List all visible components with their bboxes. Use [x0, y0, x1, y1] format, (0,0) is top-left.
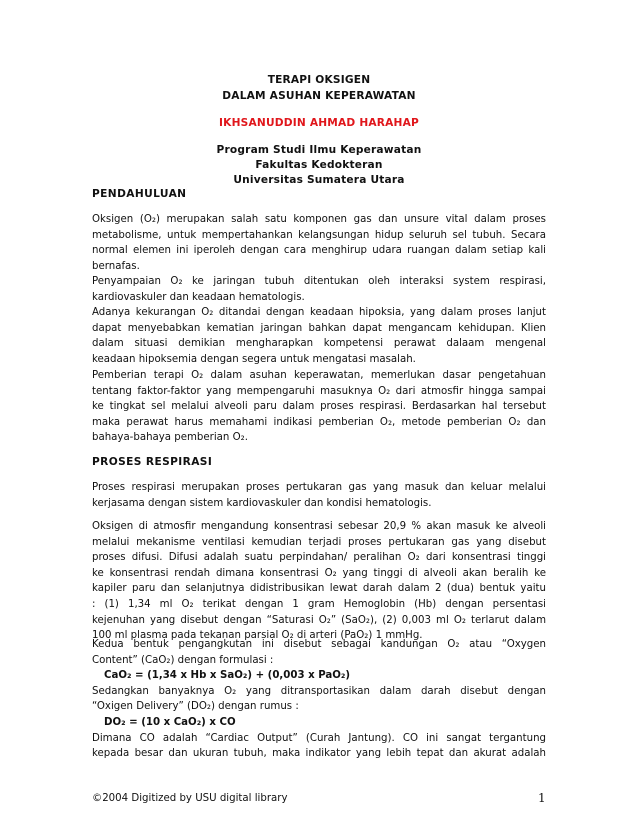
text-line: : (1) 1,34 ml O₂ terikat dengan 1 gram Hemoglobin (Hb) dengan persentasi	[92, 598, 546, 610]
text-line: ke konsentrasi rendah dimana konsentrasi O₂ yang tinggi di alveoli akan beralih ke	[92, 567, 546, 579]
text-line: kardiovaskuler dan keadaan hematologis.	[92, 291, 305, 303]
text-line: Kedua bentuk pengangkutan ini disebut sebagai kandungan O₂ atau “Oxygen	[92, 639, 546, 650]
text-line: maka perawat harus memahami indikasi pemberian O₂, metode pemberian O₂ dan	[92, 416, 546, 428]
section-heading-proses-respirasi: PROSES RESPIRASI	[92, 456, 213, 468]
text-line: kapiler paru dan selanjutnya didistribusikan lewat darah dalam 2 (dua) bentuk yaitu	[92, 583, 546, 595]
text-line: metabolisme, untuk mempertahankan kelangsungan hidup seluruh sel tubuh. Secara	[92, 229, 546, 241]
paragraph-hipoksia	[92, 305, 546, 367]
formula-do2: DO₂ = (10 x CaO₂) x CO	[104, 716, 236, 728]
title-line-1: TERAPI OKSIGEN	[267, 74, 371, 86]
text-line: Pemberian terapi O₂ dalam asuhan keperawatan, memerlukan dasar pengetahuan	[92, 370, 546, 381]
text-line: tentang faktor-faktor yang mempengaruhi masuknya O₂ dari atmosfir hingga sampai	[92, 385, 546, 397]
text-line: Proses respirasi merupakan proses pertukaran gas yang masuk dan keluar melalui	[92, 482, 546, 493]
text-line: Content” (CaO₂) dengan formulasi :	[92, 654, 274, 666]
text-line: 100 ml plasma pada tekanan parsial O₂ di arteri (PaO₂) 1 mmHg.	[92, 630, 423, 642]
text-line: Dimana CO adalah “Cardiac Output” (Curah Jantung). CO ini sangat tergantung	[92, 732, 546, 744]
text-line: kejenuhan yang disebut dengan “Saturasi O₂” (SaO₂), (2) 0,003 ml O₂ terlarut dalam	[92, 614, 546, 626]
paragraph-oxygen-content	[92, 637, 546, 762]
text-line: bernafas.	[92, 260, 140, 272]
text-line: proses difusi. Difusi adalah suatu perpindahan/ peralihan O₂ dari konsentrasi tinggi	[92, 552, 546, 564]
text-line: bahaya-bahaya pemberian O₂.	[92, 432, 248, 444]
text-line: dapat menyebabkan kematian jaringan bahkan dapat mengancam kehidupan. Klien	[92, 322, 546, 334]
text-line: Oksigen di atmosfir mengandung konsentrasi sebesar 20,9 % akan masuk ke alveoli	[92, 521, 546, 532]
text-line: normal elemen ini iperoleh dengan cara menghirup udara ruangan dalam setiap kali	[92, 245, 546, 257]
page-number: 1	[538, 791, 546, 805]
text-line: Sedangkan banyaknya O₂ yang ditransportasikan dalam darah disebut dengan	[92, 685, 546, 697]
affiliation-university: Universitas Sumatera Utara	[233, 174, 405, 186]
author-name: IKHSANUDDIN AHMAD HARAHAP	[219, 117, 419, 129]
text-line: kerjasama dengan sistem kardiovaskuler dan kondisi hematologis.	[92, 497, 432, 509]
text-line: keadaan hipoksemia dengan segera untuk mengatasi masalah.	[92, 353, 416, 365]
formula-cao2: CaO₂ = (1,34 x Hb x SaO₂) + (0,003 x PaO₂)	[104, 670, 351, 682]
paragraph-difusi	[92, 519, 546, 644]
paragraph-intro	[92, 212, 546, 306]
affiliation-faculty: Fakultas Kedokteran	[255, 159, 383, 171]
paragraph-proses-respirasi	[92, 480, 546, 511]
text-line: Oksigen (O₂) merupakan salah satu komponen gas dan unsure vital dalam proses	[92, 214, 546, 225]
text-line: Adanya kekurangan O₂ ditandai dengan keadaan hipoksia, yang dalam proses lanjut	[92, 307, 546, 318]
title-line-2: DALAM ASUHAN KEPERAWATAN	[222, 90, 416, 102]
text-line: Penyampaian O₂ ke jaringan tubuh ditentukan oleh interaksi system respirasi,	[92, 276, 546, 288]
text-line: melalui mekanisme ventilasi kemudian terjadi proses pertukaran gas yang disebut	[92, 536, 546, 548]
paragraph-pemberian-terapi	[92, 368, 546, 446]
section-heading-pendahuluan: PENDAHULUAN	[92, 188, 187, 200]
footer-copyright: ©2004 Digitized by USU digital library	[92, 793, 288, 804]
text-line: dalam situasi demikian mengharapkan kompetensi perawat dalaam mengenal	[92, 338, 546, 350]
text-line: kepada besar dan ukuran tubuh, maka indikator yang lebih tepat dan akurat adalah	[92, 748, 546, 760]
text-line: “Oxigen Delivery” (DO₂) dengan rumus :	[92, 701, 299, 713]
text-line: ke tingkat sel melalui alveoli paru dalam proses respirasi. Berdasarkan hal tersebut	[92, 401, 546, 413]
affiliation-program: Program Studi Ilmu Keperawatan	[216, 144, 422, 156]
